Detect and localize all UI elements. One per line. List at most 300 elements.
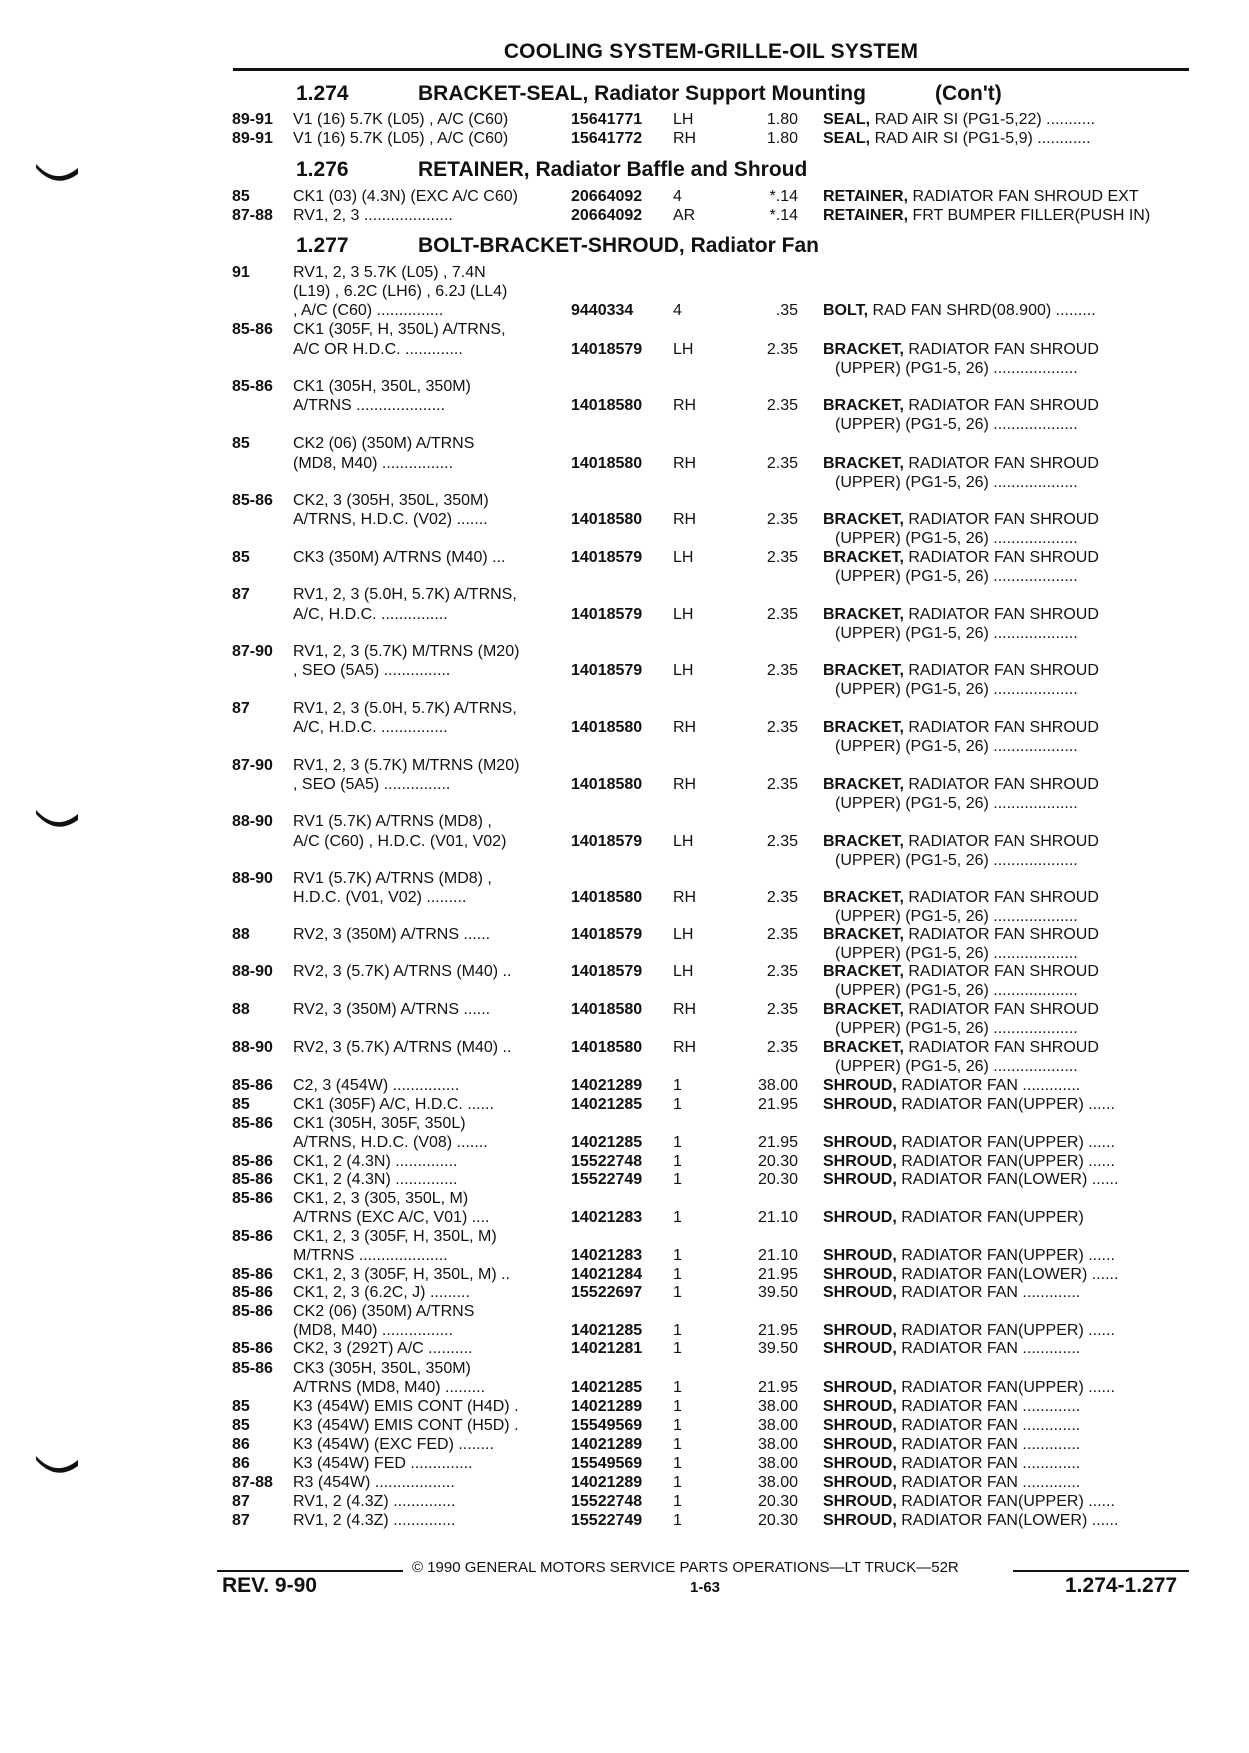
application: A/TRNS (MD8, M40) ......... [293, 1379, 486, 1396]
application: M/TRNS .................... [293, 1247, 448, 1264]
application: CK1 (305F) A/C, H.D.C. ...... [293, 1096, 494, 1113]
application: A/TRNS .................... [293, 397, 446, 414]
table-row [0, 396, 1249, 415]
footer-rule-right [1013, 1570, 1189, 1572]
quantity: RH [673, 776, 697, 793]
description: BRACKET, RADIATOR FAN SHROUD [823, 511, 1099, 528]
section-title: RETAINER, Radiator Baffle and Shroud [418, 158, 808, 181]
quantity: LH [673, 341, 694, 358]
description-continued: (UPPER) (PG1-5, 26) ................... [835, 945, 1078, 962]
application: CK1, 2 (4.3N) .............. [293, 1153, 458, 1170]
application: RV1 (5.7K) A/TRNS (MD8) , [293, 870, 492, 887]
model-year: 87-88 [232, 207, 273, 224]
price: 21.95 [757, 1134, 798, 1151]
table-row [0, 377, 1249, 396]
price: 20.30 [757, 1512, 798, 1529]
price: 21.10 [757, 1209, 798, 1226]
table-row [0, 888, 1249, 907]
part-number: 14018579 [571, 606, 643, 623]
application: CK1, 2 (4.3N) .............. [293, 1171, 458, 1188]
description-continued: (UPPER) (PG1-5, 26) ................... [835, 681, 1078, 698]
application: RV2, 3 (350M) A/TRNS ...... [293, 926, 491, 943]
table-row [0, 925, 1249, 944]
model-year: 85-86 [232, 1303, 273, 1320]
price: 2.35 [766, 833, 798, 850]
part-number: 20664092 [571, 188, 643, 205]
part-number: 14021281 [571, 1340, 643, 1357]
table-row [0, 1189, 1249, 1208]
table-row [0, 491, 1249, 510]
description: BRACKET, RADIATOR FAN SHROUD [823, 1039, 1099, 1056]
table-row [0, 851, 1249, 870]
description: SHROUD, RADIATOR FAN(UPPER) [823, 1209, 1084, 1226]
quantity: LH [673, 833, 694, 850]
table-row [0, 1019, 1249, 1038]
price: 39.50 [757, 1340, 798, 1357]
footer-section-ref: 1.274-1.277 [1065, 1574, 1178, 1597]
application: RV1, 2, 3 5.7K (L05) , 7.4N [293, 264, 486, 281]
description: SEAL, RAD AIR SI (PG1-5,22) ........... [823, 111, 1096, 128]
section-heading [0, 82, 1249, 108]
part-number: 14021285 [571, 1134, 643, 1151]
description: SHROUD, RADIATOR FAN(UPPER) ...... [823, 1153, 1115, 1170]
quantity: 1 [673, 1322, 682, 1339]
table-row [0, 110, 1249, 129]
table-row [0, 263, 1249, 282]
description: SHROUD, RADIATOR FAN(UPPER) ...... [823, 1322, 1115, 1339]
description: SHROUD, RADIATOR FAN ............. [823, 1284, 1081, 1301]
description: SHROUD, RADIATOR FAN ............. [823, 1077, 1081, 1094]
quantity: LH [673, 111, 694, 128]
part-number: 14021289 [571, 1077, 643, 1094]
price: 2.35 [766, 963, 798, 980]
model-year: 85-86 [232, 1115, 273, 1132]
application: RV1 (5.7K) A/TRNS (MD8) , [293, 813, 492, 830]
table-row [0, 1321, 1249, 1340]
description: BRACKET, RADIATOR FAN SHROUD [823, 833, 1099, 850]
price: 2.35 [766, 662, 798, 679]
table-row [0, 510, 1249, 529]
price: 38.00 [757, 1436, 798, 1453]
application: CK1, 2, 3 (305F, H, 350L, M) .. [293, 1266, 510, 1283]
description-continued: (UPPER) (PG1-5, 26) ................... [835, 416, 1078, 433]
application: RV1, 2, 3 (5.7K) M/TRNS (M20) [293, 757, 520, 774]
description: SEAL, RAD AIR SI (PG1-5,9) ............ [823, 130, 1091, 147]
quantity: 1 [673, 1096, 682, 1113]
description: SHROUD, RADIATOR FAN ............. [823, 1455, 1081, 1472]
model-year: 85 [232, 549, 250, 566]
model-year: 85 [232, 435, 250, 452]
price: 38.00 [757, 1077, 798, 1094]
application: A/C, H.D.C. ............... [293, 606, 448, 623]
model-year: 88-90 [232, 1039, 273, 1056]
quantity: 1 [673, 1077, 682, 1094]
application: (L19) , 6.2C (LH6) , 6.2J (LL4) [293, 283, 508, 300]
table-row [0, 206, 1249, 225]
price: 2.35 [766, 889, 798, 906]
model-year: 87 [232, 1493, 250, 1510]
description-continued: (UPPER) (PG1-5, 26) ................... [835, 1020, 1078, 1037]
price: 2.35 [766, 776, 798, 793]
description: SHROUD, RADIATOR FAN(UPPER) ...... [823, 1379, 1115, 1396]
part-number: 15641772 [571, 130, 643, 147]
description-continued: (UPPER) (PG1-5, 26) ................... [835, 530, 1078, 547]
part-number: 14018580 [571, 719, 643, 736]
table-row [0, 661, 1249, 680]
quantity: 1 [673, 1284, 682, 1301]
part-number: 15641771 [571, 111, 643, 128]
part-number: 14021284 [571, 1266, 643, 1283]
price: 1.80 [766, 111, 798, 128]
part-number: 14018579 [571, 662, 643, 679]
description: BRACKET, RADIATOR FAN SHROUD [823, 662, 1099, 679]
description: BRACKET, RADIATOR FAN SHROUD [823, 926, 1099, 943]
quantity: LH [673, 662, 694, 679]
description-continued: (UPPER) (PG1-5, 26) ................... [835, 625, 1078, 642]
description-continued: (UPPER) (PG1-5, 26) ................... [835, 795, 1078, 812]
section-title: BRACKET-SEAL, Radiator Support Mounting [418, 82, 866, 105]
table-row [0, 1397, 1249, 1416]
application: RV1, 2 (4.3Z) .............. [293, 1512, 456, 1529]
application: A/C, H.D.C. ............... [293, 719, 448, 736]
table-row [0, 1000, 1249, 1019]
table-row [0, 1265, 1249, 1284]
model-year: 88-90 [232, 963, 273, 980]
footer-page-number: 1-63 [690, 1579, 721, 1596]
quantity: 1 [673, 1340, 682, 1357]
part-number: 14018579 [571, 341, 643, 358]
table-row [0, 1076, 1249, 1095]
application: A/TRNS, H.D.C. (V02) ....... [293, 511, 488, 528]
price: 2.35 [766, 455, 798, 472]
quantity: LH [673, 549, 694, 566]
header-rule [233, 68, 1189, 71]
application: CK1 (305H, 350L, 350M) [293, 378, 471, 395]
part-number: 14018580 [571, 455, 643, 472]
application: RV1, 2, 3 (5.7K) M/TRNS (M20) [293, 643, 520, 660]
table-row [0, 1057, 1249, 1076]
application: (MD8, M40) ................ [293, 455, 454, 472]
quantity: 1 [673, 1379, 682, 1396]
table-row [0, 1038, 1249, 1057]
description: SHROUD, RADIATOR FAN(UPPER) ...... [823, 1247, 1115, 1264]
footer-rule-left [217, 1570, 403, 1572]
application: CK2, 3 (292T) A/C .......... [293, 1340, 473, 1357]
application: (MD8, M40) ................ [293, 1322, 454, 1339]
section-number: 1.274 [296, 82, 349, 105]
table-row [0, 415, 1249, 434]
section-number: 1.277 [296, 234, 349, 257]
section-number: 1.276 [296, 158, 349, 181]
quantity: 1 [673, 1134, 682, 1151]
table-row [0, 529, 1249, 548]
price: *.14 [769, 207, 798, 224]
price: 38.00 [757, 1474, 798, 1491]
quantity: 1 [673, 1493, 682, 1510]
table-row [0, 1170, 1249, 1189]
part-number: 15522749 [571, 1512, 643, 1529]
application: K3 (454W) FED .............. [293, 1455, 473, 1472]
model-year: 85-86 [232, 1190, 273, 1207]
quantity: RH [673, 397, 697, 414]
price: 2.35 [766, 1001, 798, 1018]
model-year: 85-86 [232, 1340, 273, 1357]
application: CK1 (305H, 305F, 350L) [293, 1115, 466, 1132]
description: BRACKET, RADIATOR FAN SHROUD [823, 963, 1099, 980]
table-row [0, 605, 1249, 624]
description: BRACKET, RADIATOR FAN SHROUD [823, 889, 1099, 906]
model-year: 85 [232, 1096, 250, 1113]
table-row [0, 585, 1249, 604]
part-number: 14018580 [571, 889, 643, 906]
part-number: 14018579 [571, 963, 643, 980]
table-row [0, 642, 1249, 661]
price: 21.95 [757, 1096, 798, 1113]
price: 38.00 [757, 1398, 798, 1415]
model-year: 86 [232, 1436, 250, 1453]
table-row [0, 624, 1249, 643]
part-number: 15549569 [571, 1455, 643, 1472]
table-row [0, 1339, 1249, 1358]
part-number: 14021289 [571, 1398, 643, 1415]
table-row [0, 1454, 1249, 1473]
model-year: 85-86 [232, 321, 273, 338]
model-year: 87 [232, 586, 250, 603]
application: CK1 (305F, H, 350L) A/TRNS, [293, 321, 506, 338]
application: A/C OR H.D.C. ............. [293, 341, 463, 358]
table-row [0, 1359, 1249, 1378]
description: RETAINER, FRT BUMPER FILLER(PUSH IN) [823, 207, 1151, 224]
table-row [0, 1283, 1249, 1302]
model-year: 86 [232, 1455, 250, 1472]
part-number: 14021285 [571, 1322, 643, 1339]
table-row [0, 832, 1249, 851]
application: K3 (454W) (EXC FED) ........ [293, 1436, 494, 1453]
model-year: 91 [232, 264, 250, 281]
table-row [0, 869, 1249, 888]
table-row [0, 1208, 1249, 1227]
table-row [0, 718, 1249, 737]
section-continued-label: (Con't) [935, 82, 1002, 105]
part-number: 14018580 [571, 397, 643, 414]
price: 2.35 [766, 511, 798, 528]
price: .35 [775, 302, 798, 319]
table-row [0, 1416, 1249, 1435]
price: 2.35 [766, 549, 798, 566]
part-number: 14021285 [571, 1379, 643, 1396]
table-row [0, 129, 1249, 148]
application: A/TRNS, H.D.C. (V08) ....... [293, 1134, 488, 1151]
table-row [0, 907, 1249, 926]
part-number: 15522697 [571, 1284, 643, 1301]
model-year: 85-86 [232, 1228, 273, 1245]
application: V1 (16) 5.7K (L05) , A/C (C60) [293, 130, 509, 147]
description: BRACKET, RADIATOR FAN SHROUD [823, 1001, 1099, 1018]
application: , SEO (5A5) ............... [293, 662, 451, 679]
model-year: 87-90 [232, 757, 273, 774]
model-year: 85-86 [232, 1266, 273, 1283]
application: V1 (16) 5.7K (L05) , A/C (C60) [293, 111, 509, 128]
part-number: 14018579 [571, 926, 643, 943]
part-number: 14021285 [571, 1096, 643, 1113]
price: 38.00 [757, 1417, 798, 1434]
table-row [0, 1227, 1249, 1246]
quantity: 1 [673, 1398, 682, 1415]
application: A/C (C60) , H.D.C. (V01, V02) [293, 833, 507, 850]
price: 39.50 [757, 1284, 798, 1301]
table-row [0, 454, 1249, 473]
model-year: 85-86 [232, 378, 273, 395]
quantity: LH [673, 963, 694, 980]
model-year: 85-86 [232, 1171, 273, 1188]
application: CK2 (06) (350M) A/TRNS [293, 435, 475, 452]
quantity: RH [673, 1039, 697, 1056]
description-continued: (UPPER) (PG1-5, 26) ................... [835, 1058, 1078, 1075]
description: SHROUD, RADIATOR FAN(UPPER) ...... [823, 1493, 1115, 1510]
price: 2.35 [766, 397, 798, 414]
table-row [0, 301, 1249, 320]
model-year: 89-91 [232, 111, 273, 128]
table-row [0, 1246, 1249, 1265]
table-row [0, 567, 1249, 586]
model-year: 87-90 [232, 643, 273, 660]
quantity: RH [673, 511, 697, 528]
application: CK2 (06) (350M) A/TRNS [293, 1303, 475, 1320]
table-row [0, 320, 1249, 339]
description: BRACKET, RADIATOR FAN SHROUD [823, 341, 1099, 358]
description: SHROUD, RADIATOR FAN ............. [823, 1436, 1081, 1453]
footer-revision: REV. 9-90 [222, 1574, 317, 1597]
price: 2.35 [766, 1039, 798, 1056]
description-continued: (UPPER) (PG1-5, 26) ................... [835, 908, 1078, 925]
part-number: 14018580 [571, 776, 643, 793]
application: CK2, 3 (305H, 350L, 350M) [293, 492, 489, 509]
application: C2, 3 (454W) ............... [293, 1077, 460, 1094]
description: SHROUD, RADIATOR FAN(UPPER) ...... [823, 1096, 1115, 1113]
price: 2.35 [766, 719, 798, 736]
application: RV1, 2, 3 (5.0H, 5.7K) A/TRNS, [293, 586, 517, 603]
part-number: 14021283 [571, 1209, 643, 1226]
description: BOLT, RAD FAN SHRD(08.900) ......... [823, 302, 1096, 319]
model-year: 85 [232, 1398, 250, 1415]
section-title: BOLT-BRACKET-SHROUD, Radiator Fan [418, 234, 819, 257]
application: CK1 (03) (4.3N) (EXC A/C C60) [293, 188, 518, 205]
table-row [0, 282, 1249, 301]
application: RV1, 2, 3 .................... [293, 207, 453, 224]
table-row [0, 1133, 1249, 1152]
table-row [0, 1435, 1249, 1454]
quantity: 1 [673, 1474, 682, 1491]
description: BRACKET, RADIATOR FAN SHROUD [823, 549, 1099, 566]
part-number: 14021289 [571, 1436, 643, 1453]
application: CK3 (350M) A/TRNS (M40) ... [293, 549, 506, 566]
table-row [0, 962, 1249, 981]
price: 20.30 [757, 1153, 798, 1170]
application: RV2, 3 (5.7K) A/TRNS (M40) .. [293, 963, 512, 980]
table-row [0, 699, 1249, 718]
quantity: 1 [673, 1436, 682, 1453]
table-row [0, 981, 1249, 1000]
description-continued: (UPPER) (PG1-5, 26) ................... [835, 852, 1078, 869]
table-row [0, 359, 1249, 378]
model-year: 88 [232, 1001, 250, 1018]
part-number: 14021283 [571, 1247, 643, 1264]
model-year: 85 [232, 188, 250, 205]
part-number: 15522748 [571, 1493, 643, 1510]
quantity: 4 [673, 302, 682, 319]
price: 38.00 [757, 1455, 798, 1472]
application: CK1, 2, 3 (6.2C, J) ......... [293, 1284, 470, 1301]
price: 21.95 [757, 1266, 798, 1283]
description: SHROUD, RADIATOR FAN(LOWER) ...... [823, 1171, 1119, 1188]
model-year: 85-86 [232, 1153, 273, 1170]
application: , A/C (C60) ............... [293, 302, 444, 319]
price: 2.35 [766, 606, 798, 623]
model-year: 85-86 [232, 1077, 273, 1094]
quantity: RH [673, 719, 697, 736]
description: RETAINER, RADIATOR FAN SHROUD EXT [823, 188, 1139, 205]
part-number: 14018580 [571, 1039, 643, 1056]
table-row [0, 1114, 1249, 1133]
price: 21.10 [757, 1247, 798, 1264]
price: 1.80 [766, 130, 798, 147]
price: *.14 [769, 188, 798, 205]
application: CK1, 2, 3 (305F, H, 350L, M) [293, 1228, 497, 1245]
description: SHROUD, RADIATOR FAN ............. [823, 1474, 1081, 1491]
section-heading [0, 234, 1249, 260]
description: SHROUD, RADIATOR FAN(LOWER) ...... [823, 1512, 1119, 1529]
price: 21.95 [757, 1322, 798, 1339]
description: BRACKET, RADIATOR FAN SHROUD [823, 719, 1099, 736]
application: R3 (454W) .................. [293, 1474, 455, 1491]
quantity: LH [673, 606, 694, 623]
application: K3 (454W) EMIS CONT (H5D) . [293, 1417, 519, 1434]
table-row [0, 1492, 1249, 1511]
table-row [0, 944, 1249, 963]
table-row [0, 1511, 1249, 1530]
table-row [0, 548, 1249, 567]
model-year: 87 [232, 1512, 250, 1529]
table-row [0, 434, 1249, 453]
table-row [0, 1095, 1249, 1114]
part-number: 14018580 [571, 511, 643, 528]
table-row [0, 187, 1249, 206]
quantity: 1 [673, 1153, 682, 1170]
quantity: 1 [673, 1247, 682, 1264]
description: BRACKET, RADIATOR FAN SHROUD [823, 455, 1099, 472]
description: SHROUD, RADIATOR FAN ............. [823, 1417, 1081, 1434]
model-year: 85 [232, 1417, 250, 1434]
description-continued: (UPPER) (PG1-5, 26) ................... [835, 360, 1078, 377]
quantity: RH [673, 1001, 697, 1018]
price: 2.35 [766, 341, 798, 358]
table-row [0, 737, 1249, 756]
application: RV2, 3 (5.7K) A/TRNS (M40) .. [293, 1039, 512, 1056]
table-row [0, 1302, 1249, 1321]
model-year: 87-88 [232, 1474, 273, 1491]
footer-copyright: © 1990 GENERAL MOTORS SERVICE PARTS OPERATIONS—LT TRUCK—52R [412, 1559, 959, 1576]
model-year: 87 [232, 700, 250, 717]
quantity: 1 [673, 1209, 682, 1226]
page-header-title: COOLING SYSTEM-GRILLE-OIL SYSTEM [503, 40, 919, 63]
application: RV1, 2, 3 (5.0H, 5.7K) A/TRNS, [293, 700, 517, 717]
table-row [0, 794, 1249, 813]
description: BRACKET, RADIATOR FAN SHROUD [823, 606, 1099, 623]
description-continued: (UPPER) (PG1-5, 26) ................... [835, 982, 1078, 999]
description-continued: (UPPER) (PG1-5, 26) ................... [835, 738, 1078, 755]
part-number: 14018579 [571, 549, 643, 566]
table-row [0, 812, 1249, 831]
